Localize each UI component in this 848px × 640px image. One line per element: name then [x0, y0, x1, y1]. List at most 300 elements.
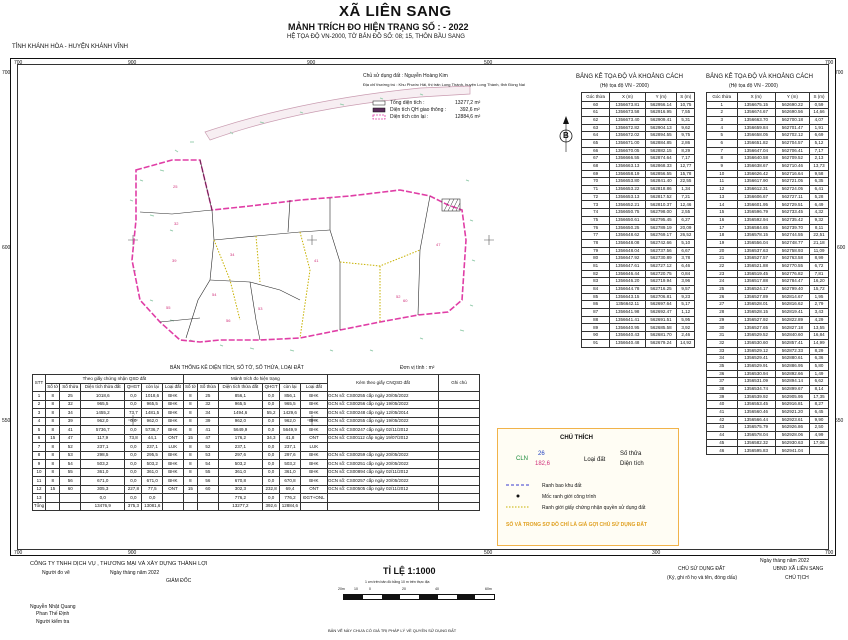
table-cell: 965,5	[218, 400, 262, 409]
table-row	[707, 224, 829, 232]
table-cell: 1356658.19	[610, 170, 645, 178]
table-cell: 73,8	[125, 434, 142, 443]
table-cell: 1356663.13	[610, 163, 645, 171]
table-cell: 1356527.92	[737, 316, 775, 324]
table-cell: 41	[707, 409, 738, 417]
table-cell: 1356529.12	[737, 347, 775, 355]
table-cell: 2,79	[810, 301, 829, 309]
table-row	[707, 155, 829, 163]
table-cell: GCN số: CS00247 cấp ngày 02/11/2012	[328, 426, 439, 435]
parcel-label: 32	[174, 221, 179, 226]
table-cell: 8	[183, 392, 197, 401]
table-cell: 84	[582, 286, 610, 294]
area-header: còn lại	[280, 383, 301, 392]
table-row	[707, 447, 829, 455]
table-cell: 8	[183, 460, 197, 469]
total-cell: Tổng	[33, 502, 46, 511]
table-cell: 361,0	[218, 468, 262, 477]
table-cell: BHK	[300, 451, 327, 460]
total-cell: 13476,9	[81, 502, 125, 511]
table-cell: 1356658.05	[737, 132, 775, 140]
table-cell: BHK	[163, 460, 184, 469]
table-cell: 361,0	[81, 468, 125, 477]
table-row	[33, 485, 480, 494]
area-header: QHGT	[125, 383, 142, 392]
table-cell: 87	[582, 309, 610, 317]
table-cell: 8	[707, 155, 738, 163]
table-cell: 1,95	[810, 293, 829, 301]
table-cell: 562784.47	[775, 278, 809, 286]
table-cell: 8	[46, 409, 60, 418]
table-row	[707, 385, 829, 393]
table-cell: 5,28	[810, 193, 829, 201]
table-cell: 8	[183, 468, 197, 477]
chairman-label: CHỦ TỊCH	[785, 575, 809, 581]
table-cell: 562928.06	[775, 432, 809, 440]
table-cell: 35	[707, 362, 738, 370]
table-cell: 562926.86	[775, 424, 809, 432]
grid-label-bottom-3: 300	[652, 550, 661, 556]
table-cell: 6,49	[810, 201, 829, 209]
table-cell: 52	[60, 443, 81, 452]
table-row	[707, 201, 829, 209]
table-cell: 1356584.65	[737, 224, 775, 232]
table-cell: 0,0	[125, 443, 142, 452]
table-cell: 1429,6	[280, 409, 301, 418]
table-cell: 562737.56	[645, 247, 677, 255]
table-cell: ĐGT+ONL	[300, 494, 327, 503]
total-cell	[300, 502, 327, 511]
table-row	[33, 392, 480, 401]
table-cell: 6,36	[810, 355, 829, 363]
table-row	[33, 451, 480, 460]
table-row	[582, 239, 695, 247]
table-cell: 86	[582, 301, 610, 309]
table-cell: 3,78	[677, 255, 695, 263]
table-cell: 562706.41	[775, 147, 809, 155]
table-cell	[439, 434, 480, 443]
table-row	[707, 163, 829, 171]
table-cell: 22	[707, 262, 738, 270]
coord-table-2	[706, 92, 829, 455]
table-cell: 3,92	[677, 324, 695, 332]
owner-sign-title: CHỦ SỬ DỤNG ĐẤT	[678, 566, 726, 572]
table-cell: 13	[33, 494, 46, 503]
area-header: Diện tích thửa đất	[81, 383, 125, 392]
table-row	[707, 209, 829, 217]
table-cell: BHK	[163, 392, 184, 401]
table-cell	[439, 460, 480, 469]
parcel-label: 34	[230, 252, 235, 257]
table-cell: 562769.17	[645, 232, 677, 240]
table-cell: BHK	[300, 426, 327, 435]
table-cell: 1356647.04	[737, 147, 775, 155]
table-cell: 562886.95	[775, 362, 809, 370]
table-cell: 69	[582, 170, 610, 178]
table-row	[33, 409, 480, 418]
table-cell: 1356671.00	[610, 139, 645, 147]
table-row	[33, 400, 480, 409]
table-cell: 1356529.91	[737, 362, 775, 370]
table-cell: GCN số: CS00248 cấp ngày 12/05/2014	[328, 409, 439, 418]
table-cell: 1356521.88	[737, 262, 775, 270]
table-cell: 8	[46, 468, 60, 477]
table-row	[707, 432, 829, 440]
table-cell: 1356556.04	[737, 239, 775, 247]
table-cell: 562763.58	[775, 255, 809, 263]
total-row	[33, 502, 480, 511]
person-2: Phan Thế Định	[36, 611, 70, 617]
table-cell: 27	[707, 301, 738, 309]
table-cell: 1356670.05	[610, 147, 645, 155]
table-cell: 1356663.70	[737, 116, 775, 124]
table-cell: 562909.41	[645, 116, 677, 124]
table-cell: 44	[707, 432, 738, 440]
table-cell: 1,12	[677, 309, 695, 317]
table-cell: 60	[582, 101, 610, 109]
table-cell: 562923.61	[775, 416, 809, 424]
table-cell	[439, 485, 480, 494]
table-cell: 1356651.82	[737, 139, 775, 147]
table-row	[707, 324, 829, 332]
parcel-label: 55	[166, 305, 171, 310]
table-cell: 965,5	[280, 400, 301, 409]
table-cell: 562720.75	[645, 270, 677, 278]
table-row	[582, 201, 695, 209]
table-cell: 1356648.04	[610, 247, 645, 255]
area-header: QHGT	[263, 383, 280, 392]
table-cell: 11	[707, 178, 738, 186]
table-cell: 85	[582, 293, 610, 301]
table-row	[707, 216, 829, 224]
table-row	[707, 239, 829, 247]
table-cell: 6,62	[810, 378, 829, 386]
table-cell	[183, 494, 197, 503]
table-cell: 562857.41	[775, 339, 809, 347]
table-cell: BHK	[300, 400, 327, 409]
coord-header: Y (m)	[645, 93, 677, 102]
table-cell: 54	[60, 460, 81, 469]
table-cell: 55,2	[263, 409, 280, 418]
table-cell: 55	[60, 468, 81, 477]
table-row	[582, 332, 695, 340]
table-cell: 1356519.45	[737, 270, 775, 278]
table-cell: BHK	[163, 451, 184, 460]
table-cell: 562916.81	[775, 401, 809, 409]
table-cell: 8,99	[810, 255, 829, 263]
table-cell: 1356578.04	[737, 432, 775, 440]
table-cell: GCN số: CS00259 cấp ngày 20/05/2022	[328, 451, 439, 460]
table-cell: 562727.12	[645, 262, 677, 270]
table-cell: 8	[183, 400, 197, 409]
table-cell: 562716.64	[775, 170, 809, 178]
table-cell: BHK	[300, 392, 327, 401]
table-cell: 63	[582, 124, 610, 132]
grid-label-top-2: 900	[307, 60, 316, 66]
table-cell: 8	[183, 477, 197, 486]
table-cell: 8	[46, 426, 60, 435]
vegetation-dots	[130, 94, 475, 351]
table-row	[582, 178, 695, 186]
table-cell: 1356539.92	[737, 393, 775, 401]
grid-label-bottom-4: 700	[825, 550, 834, 556]
table-cell: 65	[582, 139, 610, 147]
table-row	[707, 339, 829, 347]
table-cell	[439, 477, 480, 486]
table-cell: 562690.56	[775, 109, 809, 117]
table-cell: 1356528.01	[737, 301, 775, 309]
table-cell: 962,0	[218, 417, 262, 426]
table-cell: 21,18	[810, 239, 829, 247]
table-row	[582, 255, 695, 263]
company-name: CÔNG TY TNHH DỊCH VỤ , THƯƠNG MẠI VÀ XÂY DỰNG THÀNH LỢI	[30, 561, 208, 567]
total-cell	[163, 502, 184, 511]
table-cell: 20,09	[677, 224, 695, 232]
table-cell: 0,0	[125, 426, 142, 435]
table-row	[707, 278, 829, 286]
road-band	[205, 86, 470, 140]
table-cell: 0,0	[263, 443, 280, 452]
table-cell: 28	[707, 309, 738, 317]
table-cell: 8	[33, 451, 46, 460]
table-row	[707, 347, 829, 355]
table-cell: ONT	[163, 434, 184, 443]
grid-label-left-0: 700	[2, 70, 11, 76]
legend-line-3: Ranh giới giấy chứng nhận quyền sử dụng đất	[542, 505, 646, 511]
date-left: Ngày tháng năm 2022	[110, 570, 160, 576]
table-row	[707, 262, 829, 270]
table-cell: 562730.89	[645, 255, 677, 263]
table-cell: 81	[582, 262, 610, 270]
table-cell: 78	[582, 239, 610, 247]
table-cell: 0,0	[125, 460, 142, 469]
table-cell: 1356582.32	[737, 439, 775, 447]
parcel-boundary	[132, 160, 466, 342]
table-cell: 17,35	[810, 393, 829, 401]
table-cell: 1356644.78	[610, 286, 645, 294]
table-cell: 74	[582, 209, 610, 217]
table-cell	[46, 494, 60, 503]
table-cell: 562880.61	[775, 355, 809, 363]
table-cell: 1356575.79	[737, 424, 775, 432]
table-cell: 562697.64	[645, 301, 677, 309]
parcel-label: 41	[314, 258, 319, 263]
table-cell: 1,91	[810, 124, 829, 132]
table-row	[707, 109, 829, 117]
total-cell	[46, 502, 60, 511]
table-cell: 2	[707, 109, 738, 117]
table-cell: 46	[707, 447, 738, 455]
table-row	[582, 193, 695, 201]
col-note: Ghi chú	[439, 375, 480, 392]
table-row	[707, 332, 829, 340]
area-header: Loại đất	[163, 383, 184, 392]
table-cell: 15	[46, 485, 60, 494]
table-cell: BHK	[300, 468, 327, 477]
table-row	[707, 362, 829, 370]
table-cell: 1356673.40	[610, 116, 645, 124]
table-cell: 562874.64	[645, 155, 677, 163]
table-cell: 2,50	[810, 424, 829, 432]
table-row	[582, 339, 695, 347]
table-cell: 8	[183, 451, 197, 460]
table-cell: 1356642.11	[610, 301, 645, 309]
table-cell: LUK	[300, 443, 327, 452]
table-cell: 1356595.83	[737, 447, 775, 455]
table-cell: 25	[198, 392, 219, 401]
parcel-label: 53	[258, 306, 263, 311]
table-row	[707, 309, 829, 317]
table-row	[33, 426, 480, 435]
table-cell: BHK	[163, 426, 184, 435]
coord-table-1-title: BẢNG KÊ TỌA ĐỘ VÀ KHOẢNG CÁCH	[576, 74, 683, 80]
table-cell: BHK	[163, 477, 184, 486]
table-cell: 30	[707, 324, 738, 332]
table-cell: GCN số: CS00505 cấp ngày 02/11/2012	[328, 485, 439, 494]
table-cell: 562710.46	[775, 163, 809, 171]
person-1: Nguyễn Nhật Quang	[30, 604, 76, 610]
table-cell: 562822.89	[775, 316, 809, 324]
table-cell: 88	[582, 316, 610, 324]
table-cell: 1356640.58	[737, 155, 775, 163]
table-cell: 36	[707, 370, 738, 378]
coord-header: X (m)	[610, 93, 645, 102]
table-cell: 671,0	[81, 477, 125, 486]
table-cell: 6,45	[810, 409, 829, 417]
scale-tick-1: 10	[354, 587, 358, 591]
table-cell: 0,0	[142, 494, 163, 503]
table-cell: 298,5	[81, 451, 125, 460]
table-cell: 562884.85	[645, 139, 677, 147]
table-cell: 25	[60, 392, 81, 401]
table-cell: 3	[33, 409, 46, 418]
table-cell: BHK	[163, 400, 184, 409]
table-cell: 8,27	[810, 401, 829, 409]
table-cell: 0,0	[263, 477, 280, 486]
table-cell: 53	[198, 451, 219, 460]
table-row	[582, 163, 695, 171]
legend-key-num: 26	[538, 451, 545, 457]
table-cell	[439, 468, 480, 477]
table-row	[582, 116, 695, 124]
table-cell: LUK	[163, 443, 184, 452]
table-cell: 562704.57	[775, 139, 809, 147]
table-cell: 776,2	[218, 494, 262, 503]
table-row	[582, 209, 695, 217]
table-cell: 41	[60, 426, 81, 435]
table-cell: 962,0	[280, 417, 301, 426]
table-cell: 0,0	[263, 417, 280, 426]
table-cell: 0,0	[263, 468, 280, 477]
table-cell: 8	[46, 392, 60, 401]
scale-bar	[343, 594, 495, 600]
table-cell: 8,29	[677, 147, 695, 155]
area-header: Diện tích thửa đất	[218, 383, 262, 392]
table-cell: 8	[46, 477, 60, 486]
table-cell: 1356666.55	[610, 155, 645, 163]
parcel-labels	[166, 184, 441, 323]
table-cell: 0,0	[125, 477, 142, 486]
table-cell: 15,78	[677, 170, 695, 178]
table-cell: BHK	[163, 409, 184, 418]
table-cell: 60	[60, 485, 81, 494]
table-cell: 17	[707, 224, 738, 232]
table-row	[33, 417, 480, 426]
table-cell: 47	[60, 434, 81, 443]
table-row	[582, 132, 695, 140]
table-row	[582, 216, 695, 224]
table-cell: 1356578.15	[737, 232, 775, 240]
table-cell: 37	[707, 378, 738, 386]
table-cell: 1356606.67	[737, 193, 775, 201]
table-cell: 70	[582, 178, 610, 186]
table-cell: 15	[46, 434, 60, 443]
table-cell: 5736,7	[142, 426, 163, 435]
table-row	[582, 232, 695, 240]
grid-label-right-1: 600	[837, 245, 846, 251]
table-cell: 41	[198, 426, 219, 435]
area-header: Số tờ	[183, 383, 197, 392]
table-row	[707, 370, 829, 378]
table-cell: 1455,2	[81, 409, 125, 418]
legend-key-area: 182,6	[535, 461, 551, 467]
table-cell: 0,0	[263, 451, 280, 460]
table-cell: 0,0	[125, 400, 142, 409]
table-cell: 562758.93	[775, 247, 809, 255]
table-cell: 671,0	[142, 477, 163, 486]
owner-sign-note: (Ký, ghi rõ họ và tên, đóng dấu)	[667, 575, 738, 581]
table-row	[582, 301, 695, 309]
legend-line-samples	[504, 481, 534, 521]
table-cell: 562681.70	[645, 332, 677, 340]
legend-title: CHÚ THÍCH	[560, 435, 593, 441]
table-cell: 562814.67	[775, 293, 809, 301]
table-cell: 15	[183, 434, 197, 443]
total-cell: 13277,2	[218, 502, 262, 511]
coord-header: Góc thửa	[582, 93, 610, 102]
table-cell: 10	[707, 170, 738, 178]
table-row	[707, 132, 829, 140]
legend-key-areatext: Diện tích	[620, 461, 644, 467]
grid-label-right-2: 550	[835, 418, 844, 424]
scale-tick-2: 0	[369, 587, 371, 591]
parcel-label: 56	[226, 318, 231, 323]
north-letter: B	[563, 131, 569, 140]
table-cell: 1356640.95	[610, 324, 645, 332]
table-row	[582, 139, 695, 147]
total-area-value: 13277,2 m²	[455, 100, 481, 106]
table-cell: 1356672.82	[610, 124, 645, 132]
table-cell: 14,66	[810, 109, 829, 117]
table-cell: 4	[33, 417, 46, 426]
table-cell: 66	[582, 147, 610, 155]
table-cell: 3	[707, 116, 738, 124]
table-row	[582, 101, 695, 109]
table-cell: 1356527.65	[737, 324, 775, 332]
table-cell: 562941.04	[775, 447, 809, 455]
date-right: Ngày tháng năm 2022	[760, 558, 810, 564]
grid-label-right-0: 700	[835, 70, 844, 76]
table-cell: 503,2	[218, 460, 262, 469]
table-cell	[439, 443, 480, 452]
table-cell	[60, 494, 81, 503]
table-cell: 0,0	[81, 494, 125, 503]
table-cell: 55	[198, 468, 219, 477]
table-cell: 43	[707, 424, 738, 432]
table-cell	[163, 494, 184, 503]
table-cell: 1018,6	[142, 392, 163, 401]
table-cell: 562789.19	[645, 224, 677, 232]
